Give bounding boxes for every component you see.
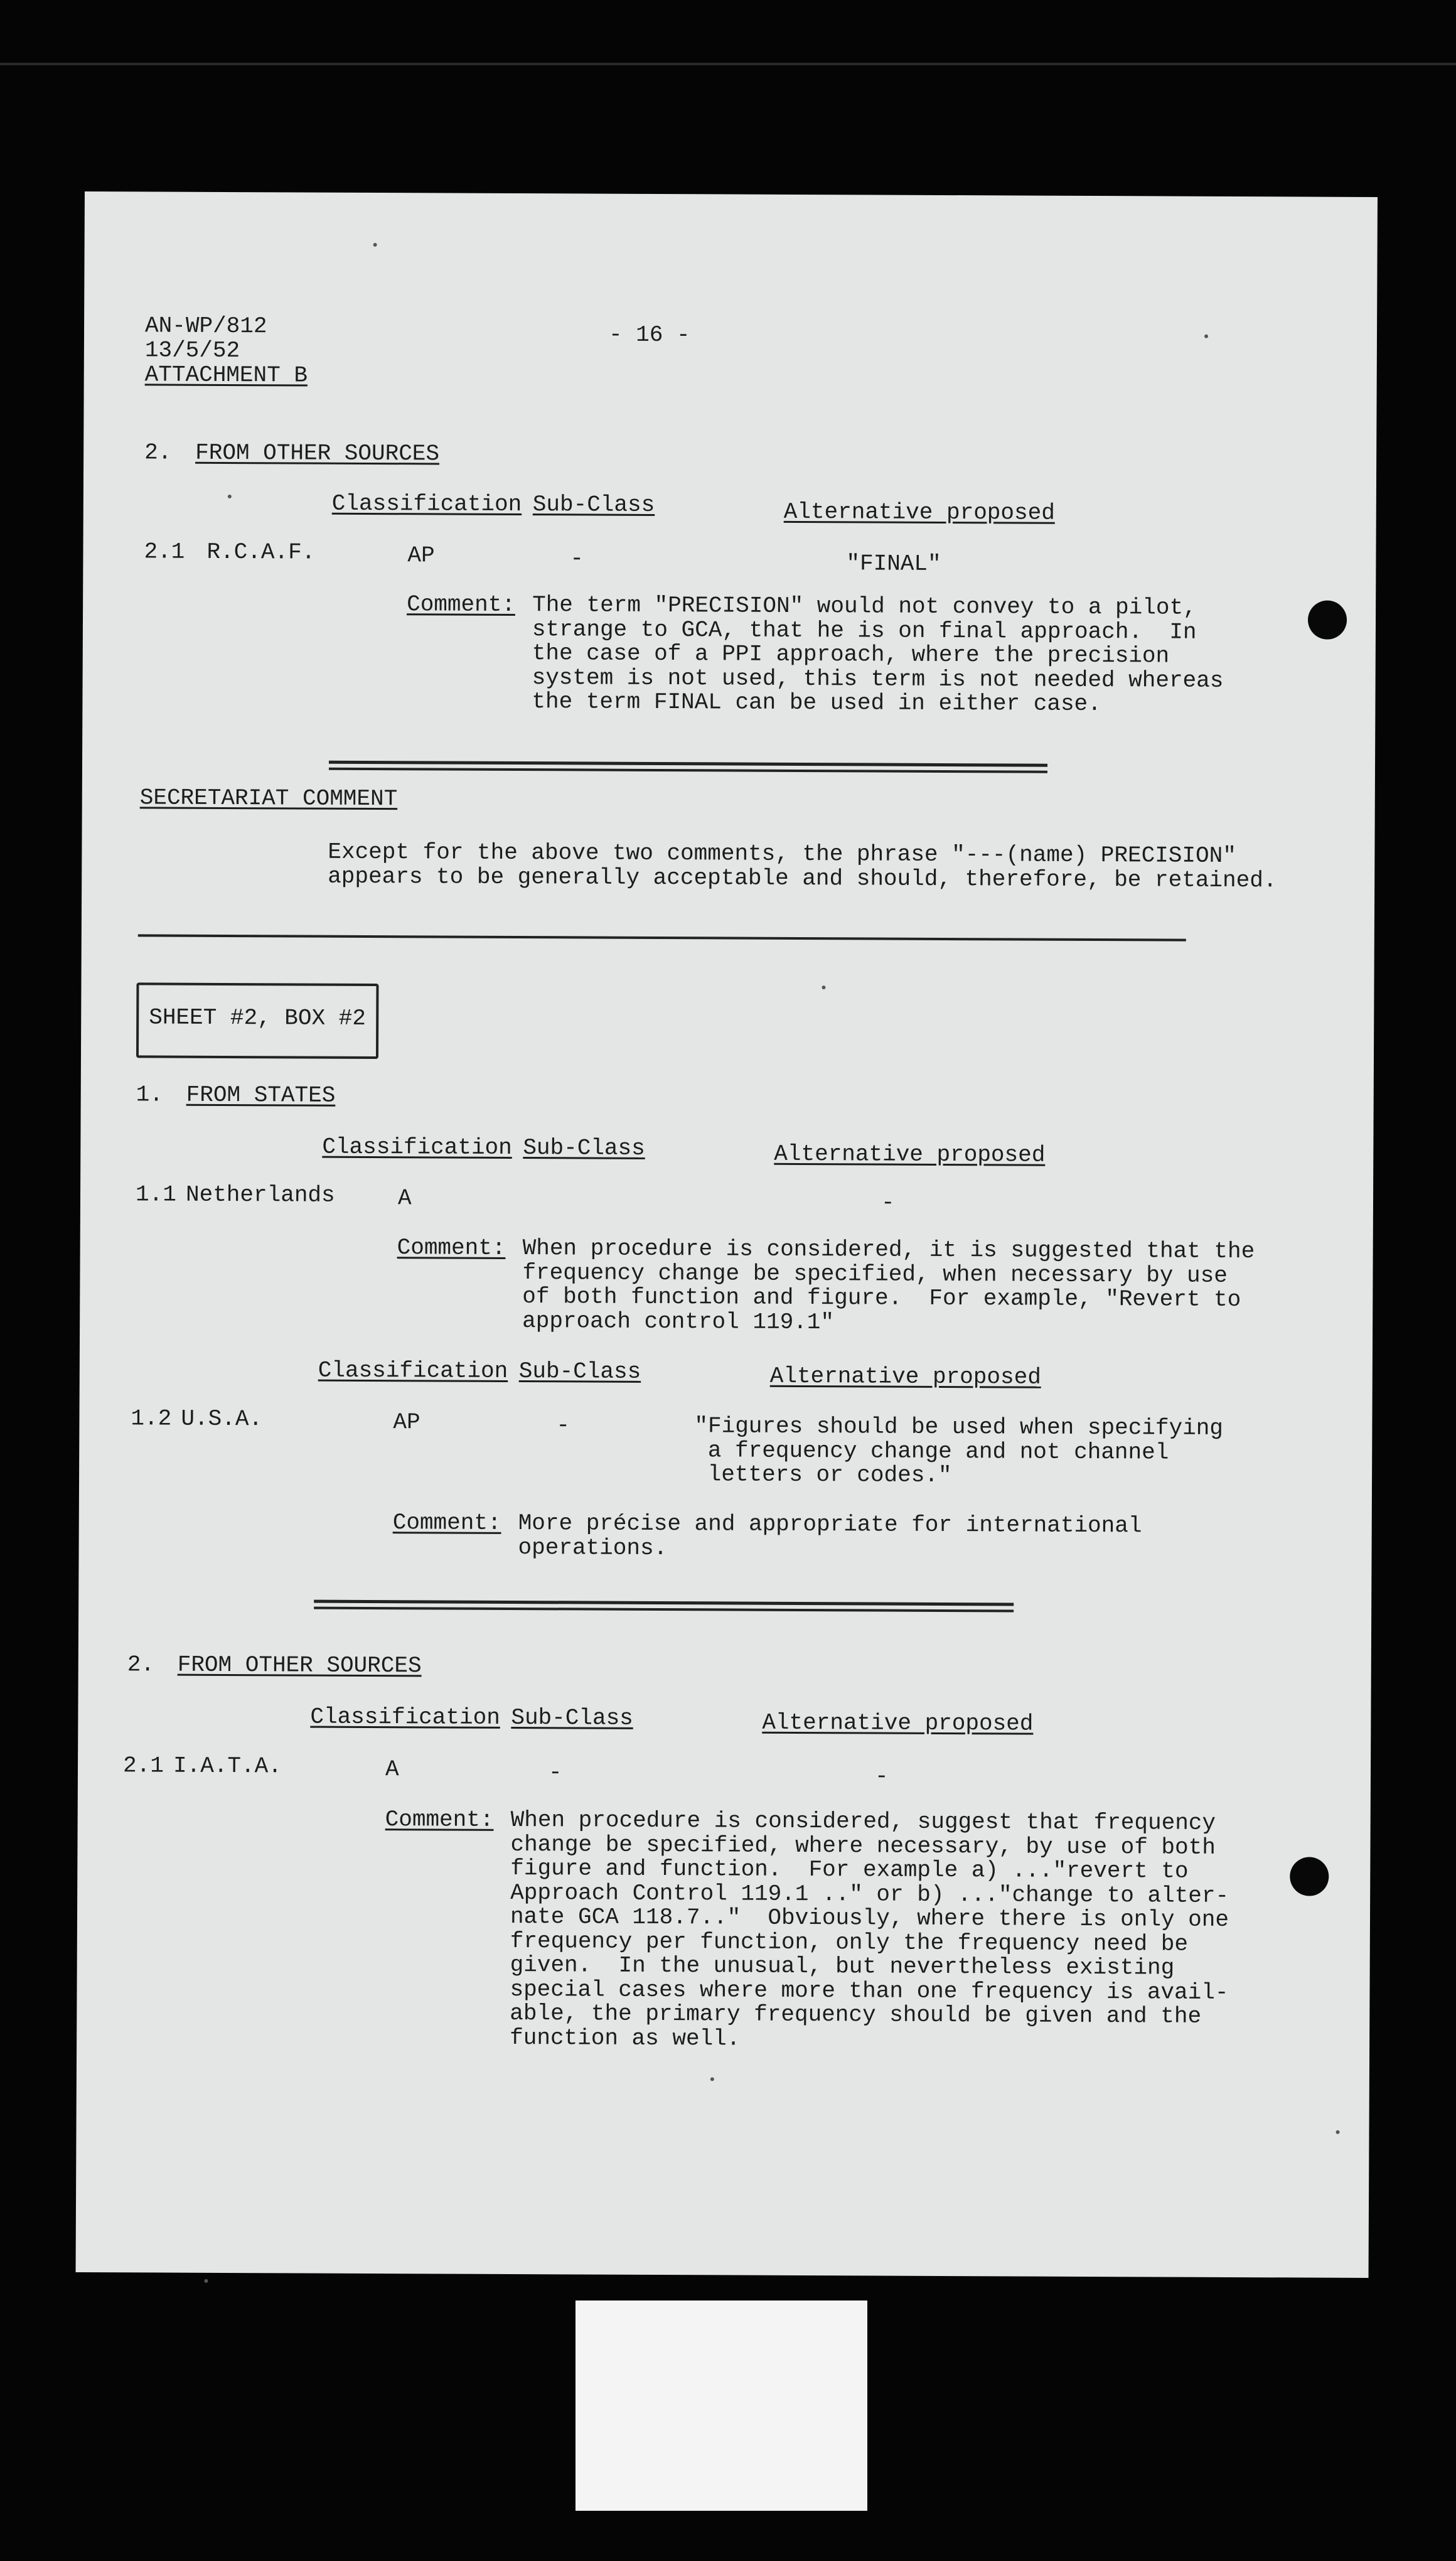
document-page: [76, 191, 1378, 2278]
column-header-alternative: Alternative proposed: [762, 1709, 1034, 1737]
speck: [1336, 2130, 1340, 2134]
comment-line: given. In the unusual, but nevertheless existing: [510, 1952, 1175, 1981]
section-number: 2.: [144, 439, 172, 466]
sheet-box-label: SHEET #2, BOX #2: [149, 1004, 367, 1031]
alternative-line: "Figures should be used when specifying: [694, 1413, 1224, 1441]
comment-line: frequency per function, only the frequency need be: [510, 1928, 1189, 1957]
entry-classification: A: [385, 1756, 399, 1783]
column-header-alternative: Alternative proposed: [774, 1141, 1046, 1168]
section-number: 2.: [127, 1651, 155, 1678]
column-header-subclass: Sub-Class: [532, 491, 655, 518]
comment-line: The term "PRECISION" would not convey to a pilot,: [532, 592, 1197, 621]
attachment-label: ATTACHMENT B: [144, 362, 308, 389]
comment-line: frequency change be specified, when necessary by use: [522, 1259, 1228, 1289]
column-header-classification: Classification: [310, 1704, 500, 1731]
punch-hole: [1308, 601, 1347, 640]
comment-label: Comment:: [407, 591, 516, 618]
comment-line: strange to GCA, that he is on final approach. In: [532, 616, 1197, 645]
comment-line: system is not used, this term is not needed whereas: [532, 664, 1224, 694]
comment-label: Comment:: [397, 1235, 506, 1261]
entry-alternative: [694, 1414, 1223, 1489]
comment-line: of both function and figure. For example, "Revert to: [522, 1284, 1241, 1313]
speck: [373, 243, 377, 247]
page-number: - 16 -: [608, 321, 690, 348]
entry-source: I.A.T.A.: [173, 1753, 282, 1780]
comment-text: [510, 1808, 1229, 2053]
column-header-alternative: Alternative proposed: [769, 1363, 1041, 1390]
comment-label: Comment:: [385, 1807, 494, 1833]
comment-line: change be specified, where necessary, by use of both: [510, 1831, 1216, 1860]
alternative-line: a frequency change and not channel: [694, 1437, 1169, 1466]
entry-source: Netherlands: [185, 1181, 335, 1208]
entry-subclass: -: [548, 1759, 562, 1786]
entry-classification: AP: [407, 542, 435, 569]
comment-line: function as well.: [510, 2024, 741, 2052]
comment-line: nate GCA 118.7.." Obviously, where there is only one: [510, 1903, 1229, 1933]
comment-line: figure and function. For example a) ..."revert to: [510, 1855, 1189, 1884]
comment-text: [522, 1237, 1255, 1336]
entry-classification: AP: [393, 1409, 420, 1436]
section-title: FROM STATES: [186, 1082, 336, 1109]
comment-line: operations.: [518, 1534, 668, 1561]
punch-hole: [1290, 1857, 1329, 1896]
column-header-classification: Classification: [318, 1357, 508, 1384]
alternative-line: letters or codes.": [694, 1461, 952, 1489]
section-number: 1.: [136, 1082, 164, 1108]
column-header-subclass: Sub-Class: [518, 1358, 641, 1385]
entry-number: 2.1: [144, 539, 185, 565]
column-header-classification: Classification: [331, 490, 522, 518]
comment-line: the case of a PPI approach, where the precision: [532, 640, 1170, 669]
speck: [204, 2279, 208, 2283]
entry-classification: A: [397, 1185, 412, 1211]
comment-line: When procedure is considered, suggest that frequency: [510, 1807, 1216, 1836]
section-title: FROM OTHER SOURCES: [195, 439, 440, 467]
doc-date: 13/5/52: [144, 337, 240, 364]
entry-source: R.C.A.F.: [206, 539, 316, 566]
comment-text: [532, 593, 1224, 717]
comment-line: approach control 119.1": [522, 1307, 835, 1335]
entry-alternative: "FINAL": [846, 550, 941, 577]
speck: [228, 495, 232, 498]
entry-number: 1.1: [135, 1181, 176, 1208]
secretariat-title: SECRETARIAT COMMENT: [139, 785, 398, 812]
speck: [822, 985, 825, 989]
comment-line: When procedure is considered, it is suggested that the: [522, 1235, 1255, 1265]
speck: [1204, 335, 1208, 338]
comment-line: More précise and appropriate for international: [518, 1510, 1142, 1539]
column-header-subclass: Sub-Class: [523, 1135, 645, 1161]
entry-subclass: -: [556, 1412, 570, 1439]
comment-text: [518, 1511, 1142, 1562]
entry-subclass: -: [570, 545, 584, 572]
double-rule-divider: [314, 1600, 1014, 1613]
comment-line: able, the primary frequency should be given and the: [510, 2000, 1202, 2029]
column-header-alternative: Alternative proposed: [783, 498, 1055, 526]
entry-source: U.S.A.: [181, 1405, 263, 1432]
comment-line: the term FINAL can be used in either case.: [532, 689, 1101, 717]
section-divider: [138, 934, 1186, 941]
film-frame-edge: [0, 63, 1456, 65]
entry-alternative: -: [874, 1763, 889, 1790]
doc-reference: AN-WP/812: [144, 313, 267, 340]
blank-card: [575, 2301, 867, 2511]
entry-number: 2.1: [122, 1753, 164, 1779]
column-header-subclass: Sub-Class: [511, 1704, 633, 1731]
entry-alternative: -: [881, 1189, 895, 1216]
secretariat-text: [328, 840, 1277, 893]
column-header-classification: Classification: [322, 1134, 512, 1161]
comment-label: Comment:: [392, 1510, 501, 1536]
entry-number: 1.2: [131, 1405, 172, 1432]
speck: [710, 2077, 714, 2081]
double-rule-divider: [329, 761, 1047, 773]
comment-line: special cases where more than one frequency is avail-: [510, 1976, 1229, 2005]
section-title: FROM OTHER SOURCES: [177, 1651, 422, 1679]
secretariat-line: appears to be generally acceptable and should, therefore, be retained.: [328, 863, 1277, 893]
secretariat-line: Except for the above two comments, the phrase "---(name) PRECISION": [328, 839, 1236, 869]
comment-line: Approach Control 119.1 .." or b) ..."change to alter-: [510, 1879, 1229, 1909]
